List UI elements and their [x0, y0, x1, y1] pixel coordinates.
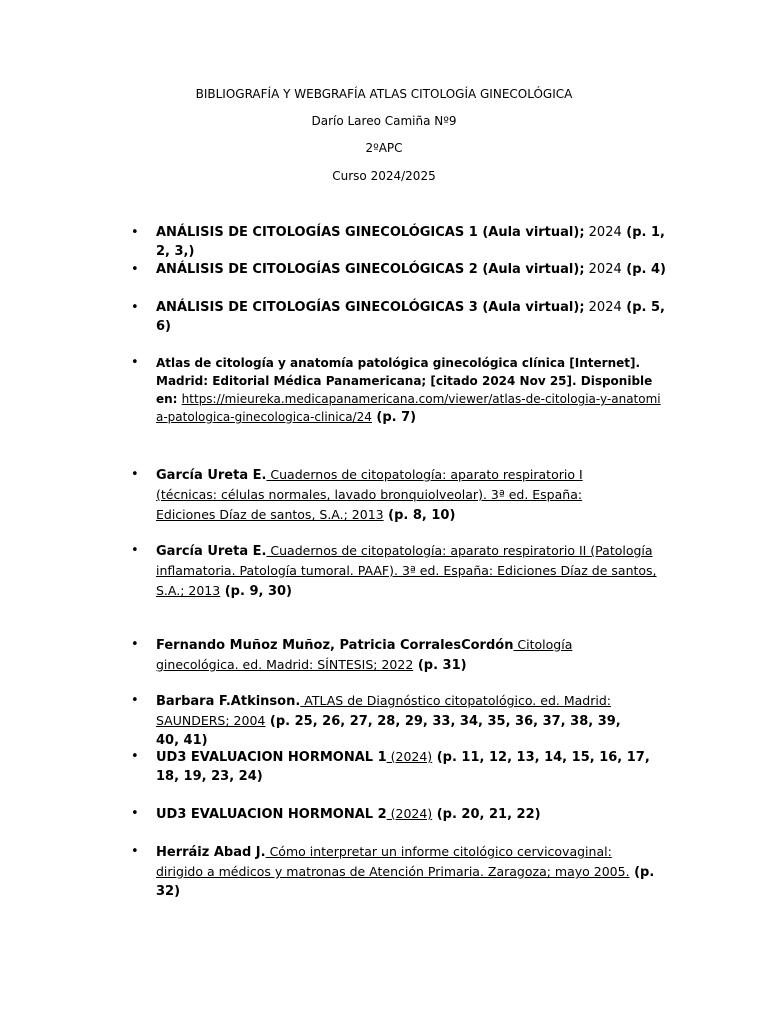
item-title: Cuadernos de citopatología: aparato respiratorio I (técnicas: células normales, lavado bronquiolveolar). 3ª ed. España: Ediciones Díaz de santos, S.A.; 2013	[156, 467, 583, 522]
list-item	[131, 223, 666, 261]
item-title: ATLAS de Diagnóstico citopatológico. ed. Madrid: SAUNDERS; 2004	[156, 693, 611, 728]
item-title: ANÁLISIS DE CITOLOGÍAS GINECOLÓGICAS 2 (Aula virtual);	[156, 262, 585, 277]
item-author: Barbara F.Atkinson.	[156, 694, 301, 709]
list-item	[131, 804, 666, 824]
item-url-link[interactable]: https://mieureka.medicapanamericana.com/viewer/atlas-de-citologia-y-anatomia-patologica-ginecologica-clinica/24	[156, 392, 661, 424]
item-pages: (p. 9, 30)	[220, 584, 292, 599]
list-item	[131, 260, 666, 279]
list-item	[131, 354, 661, 427]
item-pages: (p. 7)	[371, 410, 417, 425]
bullet-icon: •	[131, 637, 139, 652]
list-item	[131, 635, 651, 675]
item-title: ANÁLISIS DE CITOLOGÍAS GINECOLÓGICAS 1 (Aula virtual);	[156, 225, 585, 240]
list-item	[131, 298, 666, 336]
bullet-icon: •	[131, 749, 139, 764]
item-author: Fernando Muñoz Muñoz, Patricia CorralesCordón	[156, 638, 514, 653]
item-year: 2024	[584, 300, 622, 315]
list-item	[131, 465, 641, 525]
bullet-icon: •	[131, 225, 139, 240]
bullet-icon: •	[131, 693, 139, 708]
course-line: Curso 2024/2025	[332, 169, 436, 183]
item-pages: (p. 20, 21, 22)	[432, 807, 541, 822]
bullet-icon: •	[131, 467, 139, 482]
item-title: (2024)	[386, 806, 433, 821]
bullet-icon: •	[131, 355, 139, 370]
item-pages: (p. 5, 6)	[156, 300, 665, 334]
item-pages: (p. 25, 26, 27, 28, 29, 33, 34, 35, 36, 37, 38, 39, 40, 41)	[156, 714, 621, 748]
item-author: García Ureta E.	[156, 544, 267, 559]
item-author: Herráiz Abad J.	[156, 845, 266, 860]
item-author: UD3 EVALUACION HORMONAL 2	[156, 807, 387, 822]
author-line: Darío Lareo Camiña Nº9	[311, 114, 457, 128]
item-author: García Ureta E.	[156, 468, 267, 483]
item-title: Cuadernos de citopatología: aparato respiratorio II (Patología inflamatoria. Patología tumoral. PAAF). 3ª ed. España: Ediciones Díaz de santos, S.A.; 2013	[156, 543, 657, 598]
item-pages: (p. 32)	[156, 865, 655, 899]
item-pages: (p. 8, 10)	[383, 508, 456, 523]
item-year: 2024	[584, 225, 622, 240]
item-title: (2024)	[386, 749, 433, 764]
document-title: BIBLIOGRAFÍA Y WEBGRAFÍA ATLAS CITOLOGÍA GINECOLÓGICA	[195, 87, 573, 101]
list-item	[131, 747, 651, 786]
item-year: 2024	[584, 262, 622, 277]
bullet-icon: •	[131, 262, 139, 277]
item-pages: (p. 4)	[621, 262, 666, 277]
item-title: Cómo interpretar un informe citológico cervicovaginal: dirigido a médicos y matronas de Atención Primaria. Zaragoza; mayo 2005.	[156, 844, 630, 879]
bullet-icon: •	[131, 806, 139, 821]
bullet-icon: •	[131, 844, 139, 859]
list-item	[131, 691, 626, 750]
group-line: 2ºAPC	[365, 141, 403, 155]
item-author: UD3 EVALUACION HORMONAL 1	[156, 750, 387, 765]
item-pages: (p. 31)	[413, 658, 467, 673]
item-title: ANÁLISIS DE CITOLOGÍAS GINECOLÓGICAS 3 (Aula virtual);	[156, 300, 585, 315]
item-title: Citología ginecológica. ed. Madrid: SÍNTESIS; 2022	[156, 637, 573, 672]
bullet-icon: •	[131, 543, 139, 558]
list-item	[131, 842, 661, 901]
list-item	[131, 541, 661, 601]
item-citation: Atlas de citología y anatomía patológica ginecológica clínica [Internet]. Madrid: Editorial Médica Panamericana; [citado 2024 Nov 25]. Disponible en:	[156, 356, 653, 406]
item-pages: (p. 11, 12, 13, 14, 15, 16, 17, 18, 19, 23, 24)	[156, 750, 650, 784]
item-pages: (p. 1, 2, 3,)	[156, 225, 665, 259]
bullet-icon: •	[131, 300, 139, 315]
